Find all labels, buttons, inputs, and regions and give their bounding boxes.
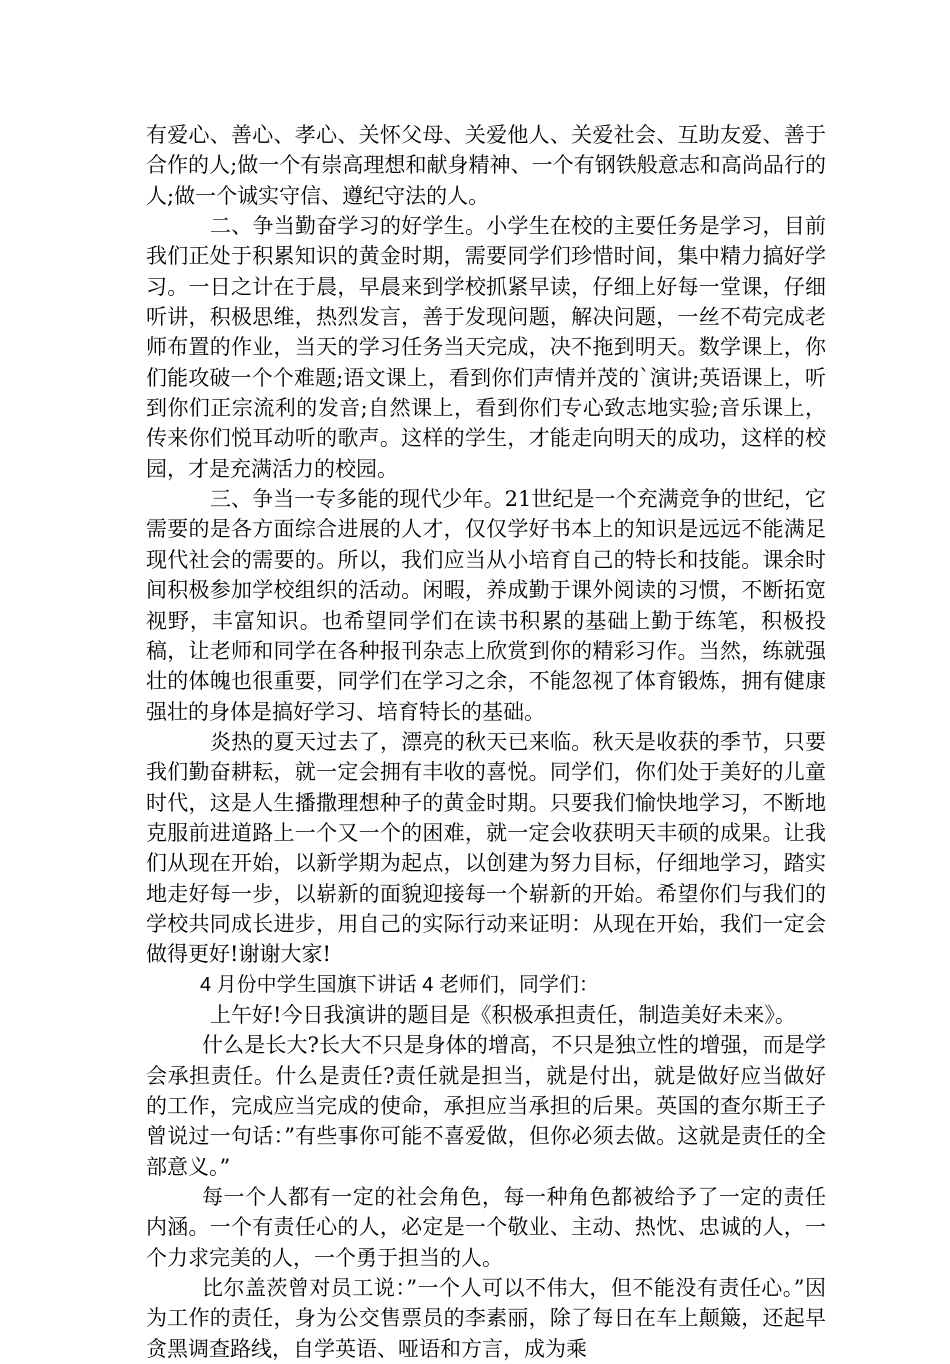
- paragraph-bill-gates-quote: 比尔盖茨曾对员工说：”一个人可以不伟大，但不能没有责任心。”因为工作的责任，身为公交售票员的李素丽，除了每日在车上颠簸，还起早贪黑调查路线，自学英语、哑语和方言，成为乘: [146, 1276, 826, 1361]
- paragraph-social-role: 每一个人都有一定的社会角色，每一种角色都被给予了一定的责任内涵。一个有责任心的人，必定是一个敬业、主动、热忱、忠诚的人，一个力求完美的人，一个勇于担当的人。: [146, 1185, 826, 1270]
- document-body: [146, 120, 826, 1364]
- paragraph-versatile-youth: 三、争当一专多能的现代少年。21世纪是一个充满竞争的世纪，它需要的是各方面综合进展的人才，仅仅学好书本上的知识是远远不能满足现代社会的需要的。所以，我们应当从小培育自己的特长和技能。课余时间积极参加学校组织的活动。闲暇，养成勤于课外阅读的习惯，不断拓宽视野，丰富知识。也希望同学们在读书积累的基础上勤于练笔，积极投稿，让老师和同学在各种报刊杂志上欣赏到你的精彩习作。当然，练就强壮的体魄也很重要，同学们在学习之余，不能忽视了体育锻炼，拥有健康强壮的身体是搞好学习、培育特长的基础。: [146, 487, 826, 724]
- paragraph-autumn-conclusion: 炎热的夏天过去了，漂亮的秋天已来临。秋天是收获的季节，只要我们勤奋耕耘，就一定会拥有丰收的喜悦。同学们，你们处于美好的儿童时代，这是人生播撒理想种子的黄金时期。只要我们愉快地学习，不断地克服前进道路上一个又一个的困难，就一定会收获明天丰硕的成果。让我们从现在开始，以新学期为起点，以创建为努力目标，仔细地学习，踏实地走好每一步，以崭新的面貌迎接每一个崭新的开始。希望你们与我们的学校共同成长进步，用自己的实际行动来证明：从现在开始，我们一定会做得更好!谢谢大家!: [146, 729, 826, 967]
- paragraph-speech-title: 上午好!今日我演讲的题目是《积极承担责任，制造美好未来》。: [210, 1002, 796, 1027]
- paragraph-diligent-student: 二、争当勤奋学习的好学生。小学生在校的主要任务是学习，目前我们正处于积累知识的黄金时期，需要同学们珍惜时间，集中精力搞好学习。一日之计在于晨，早晨来到学校抓紧早读，仔细上好每一堂课，仔细听讲，积极思维，热烈发言，善于发现问题，解决问题，一丝不苟完成老师布置的作业，当天的学习任务当天完成，决不拖到明天。数学课上，你们能攻破一个个难题;语文课上，看到你们声情并茂的`演讲;英语课上，听到你们正宗流利的发音;自然课上，看到你们专心致志地实验;音乐课上，传来你们悦耳动听的歌声。这样的学生，才能走向明天的成功，这样的校园，才是充满活力的校园。: [146, 214, 826, 481]
- speech-4-heading: 4 月份中学生国旗下讲话 4 老师们，同学们：: [200, 973, 599, 996]
- paragraph-what-is-growing-up: 什么是长大?长大不只是身体的增高，不只是独立性的增强，而是学会承担责任。什么是责任?责任就是担当，就是付出，就是做好应当做好的工作，完成应当完成的使命，承担应当承担的后果。英国的查尔斯王子曾说过一句话：”有些事你可能不喜爱做，但你必须去做。这就是责任的全部意义。”: [146, 1033, 826, 1179]
- paragraph-virtues-continued: 有爱心、善心、孝心、关怀父母、关爱他人、关爱社会、互助友爱、善于合作的人;做一个有崇高理想和献身精神、一个有钢铁般意志和高尚品行的人;做一个诚实守信、遵纪守法的人。: [146, 123, 826, 208]
